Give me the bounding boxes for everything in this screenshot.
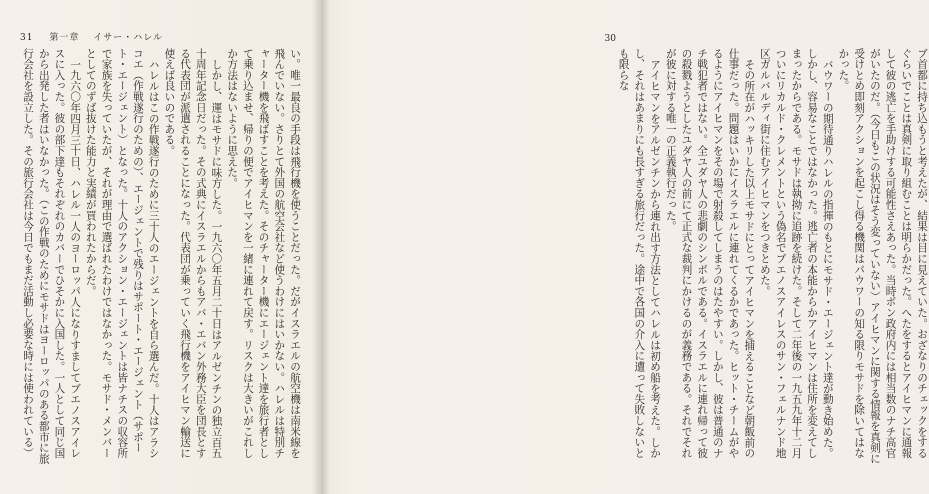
paragraph: バウワーの期待通りハレルの指揮のもとにモサド・エージェント達が動き始めた。しかし、容易なことではなかった。逃亡者の本能からかアイヒマンは住所を変えてしまったからである。モサドは執拗に追跡を続けた。そして二年後の一九五九年十二月ついにリカルド・クレメントという偽名でブエノスアイレスのサン・フェルナンド地区ガルバルディ街に住むアイヒマンをつきとめた。 [758, 48, 834, 459]
paragraph: その所在がハッキリした以上モサドにとってアイヒマンを捕えることなど朝飯前の仕事だった。問題はいかにイスラエルに連れてくるかであった。ヒット・チームがやるようにアイヒマンをその場で射殺してしまうのはたやすい。しかし、彼は普通のナチ戦犯者ではない。全ユダヤ人の悲劇のシンボルである。イスラエルに連れ帰って彼の殺戮ようとしたユダヤ人の前にて正式な裁判にかけるのが義務である。それでそれが彼に対する唯一の正義執行だった。 [664, 48, 756, 459]
running-header [20, 30, 163, 43]
paragraph: ブ首都に持ち込もうと考えたが、結果は目に見えていた。おざなりのチェックをするぐらいでことは真剣に取り組むことは明らかだった。へたをするとアイヒマンに通報して彼の逃亡を手助けする可能性さえあった。当時ボン政府内には相当数のナチ高官がいたのだ。（今日もこの状況はそう変っていない）アイヒマンに関する情報を真剣に受けとめ即刻アクションを起こし得る機関はパウワーの知る限りモサドを除いてはなかった。 [837, 48, 928, 464]
page-number-right: 30 [604, 34, 616, 44]
paragraph: ハレルはこの作戦遂行のために三十人のエージェントを自ら選んだ。十人はアラシコエ（作戦遂行のための）、エージェントで残りはサポート・エージェント（サポート・エージェント）となった。十人のアクション・エージェントは皆ナチスの収容所で家族を失っていたが、それが理由で選ばれたわけではなかった。モサド・メンバーとしてのずば抜けた能力と実績が買われたからだ。 [84, 48, 160, 459]
paragraph: アイヒマンをアルゼンチンから連れ出す方法としてハレルは初め船を考えた。しかし、それはあまりにも長すぎる旅行だった。途中で各国の介入に遭って失敗しないとも限らな [617, 48, 662, 459]
book-gutter [312, 0, 330, 494]
paragraph: しかし、運はモサドに味方した。一九六〇年五月二十日はアルゼンチンの独立百五十周年記念日だった。その式典にイスラエルからもアバ・エバン外務大臣を団長とする代表団が派遣されることになった。代表団が乗っていく飛行機をアイヒマン輸送に使えば良いのである。 [163, 48, 223, 459]
left-body-text [24, 48, 302, 466]
paragraph: い。唯一最良の手段は飛行機を使うことだった。だがイスラエルの航空機は南米線を飛んでいない。さりとて外国の航空会社など使うわけにはいかない。ハレルは特別チャーター機を飛ばすことを考えた。そのチャーター機にエージェント達を旅行者として乗り込ませ、帰りの便でアイヒマンを一緒に連れて戻す。リスクは大きいがこれしか方法はないように思えた。 [226, 48, 301, 459]
right-page [321, 0, 928, 494]
right-body-text [617, 48, 929, 466]
paragraph: 一九六〇年四月三十日、ハレル一人のヨーロッパ人になりすましてブエノスアイレスに入った。彼の部下達もそれぞれのカバーでひそかに入国した。一人として同じ国から出発した者はいなかった。（この作戦のためにモサドはヨーロッパのある都市に旅行会社を設立した。その旅行会社は今日でもまだ活動し必要な時には使われている） [22, 48, 82, 464]
page-number-left: 31 [20, 33, 34, 43]
running-title: イサー・ハレル [93, 33, 163, 43]
left-page [0, 0, 319, 494]
chapter-label: 第一章 [49, 33, 80, 43]
